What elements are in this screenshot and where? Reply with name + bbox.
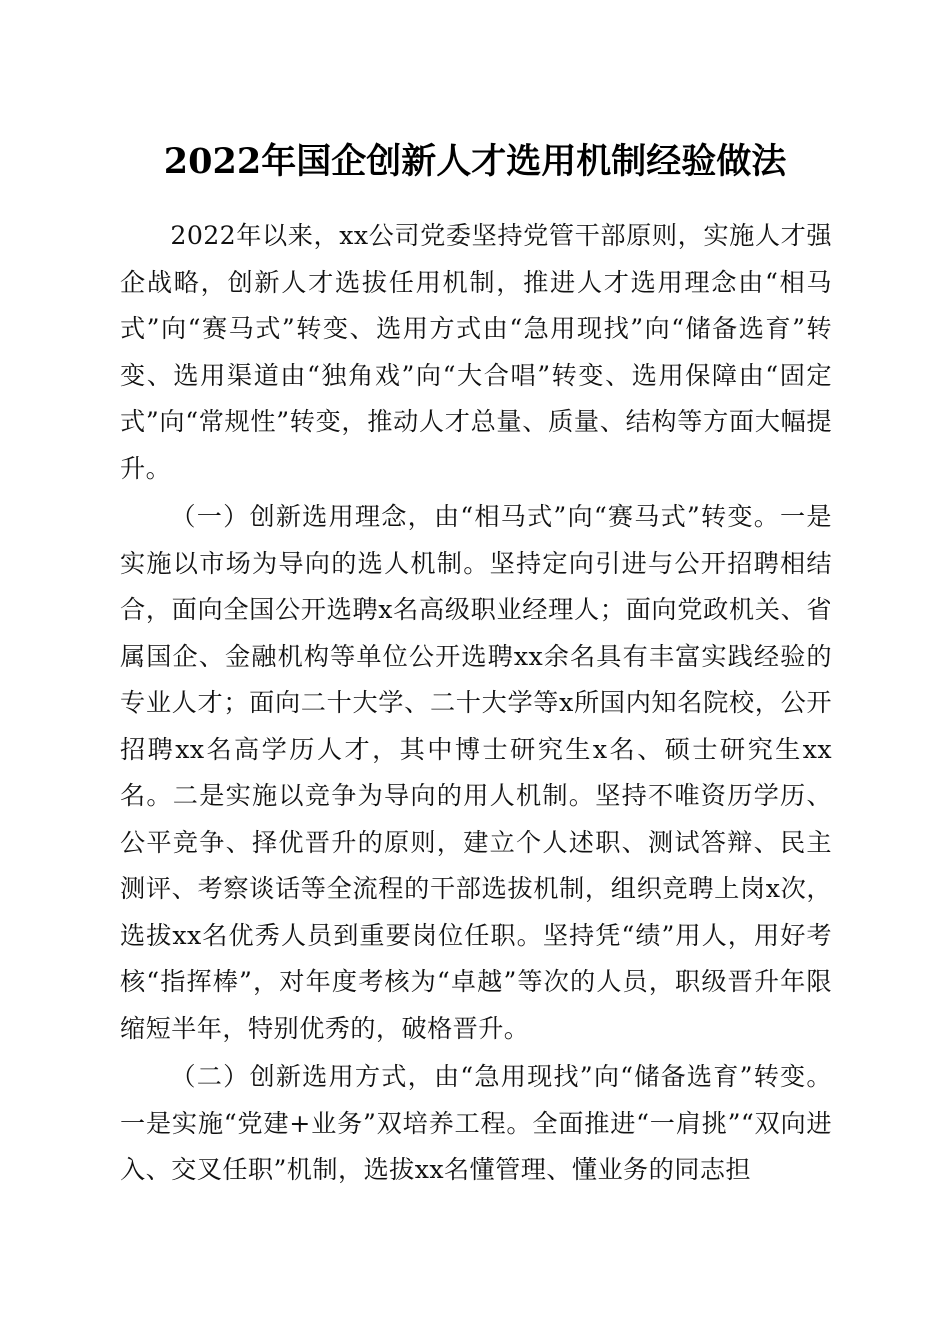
paragraph-intro: 2022年以来，xx公司党委坚持党管干部原则，实施人才强企战略，创新人才选拔任用机制，推进人才选用理念由“相马式”向“赛马式”转变、选用方式由“急用现找”向“储备选育”转变、选用渠道由“独角戏”向“大合唱”转变、选用保障由“固定式”向“常规性”转变，推动人才总量、质量、结构等方面大幅提升。 (120, 221, 832, 483)
paragraph-section-1: （一）创新选用理念，由“相马式”向“赛马式”转变。一是实施以市场为导向的选人机制。坚持定向引进与公开招聘相结合，面向全国公开选聘x名高级职业经理人；面向党政机关、省属国企、金融机构等单位公开选聘xx余名具有丰富实践经验的专业人才；面向二十大学、二十大学等x所国内知名院校，公开招聘xx名高学历人才，其中博士研究生x名、硕士研究生xx名。二是实施以竞争为导向的用人机制。坚持不唯资历学历、公平竞争、择优晋升的原则，建立个人述职、测试答辩、民主测评、考察谈话等全流程的干部选拔机制，组织竞聘上岗x次，选拔xx名优秀人员到重要岗位任职。坚持凭“绩”用人，用好考核“指挥棒”，对年度考核为“卓越”等次的人员，职级晋升年限缩短半年，特别优秀的，破格晋升。 (120, 502, 832, 1043)
document-body (120, 213, 832, 1196)
document-title: 2022年国企创新人才选用机制经验做法 (163, 141, 787, 182)
paragraph-section-2: （二）创新选用方式，由“急用现找”向“储备选育”转变。一是实施“党建+业务”双培养工程。全面推进“一肩挑”“双向进入、交叉任职”机制，选拔xx名懂管理、懂业务的同志担 (120, 1062, 832, 1184)
